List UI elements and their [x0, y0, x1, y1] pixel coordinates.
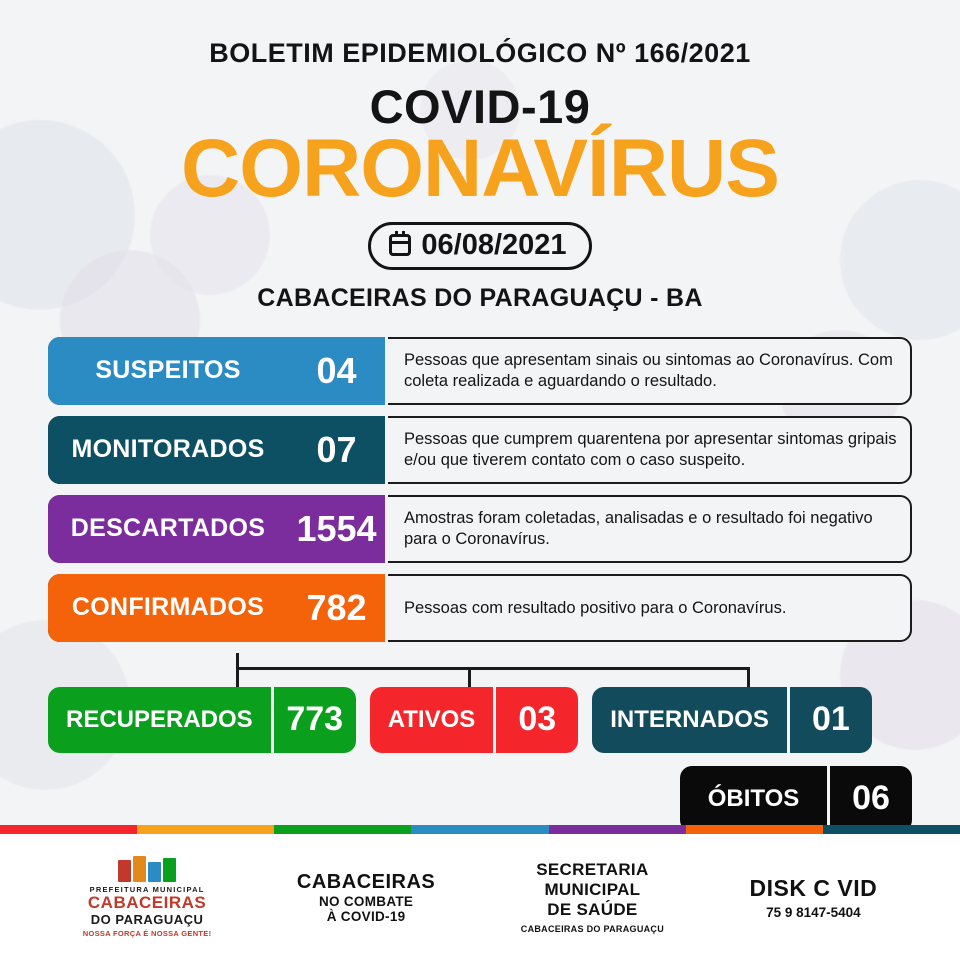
- campaign-logo: [297, 871, 435, 924]
- calendar-icon: [389, 234, 411, 256]
- city-label: CABACEIRAS DO PARAGUAÇU - BA: [257, 283, 703, 312]
- date-text: 06/08/2021: [421, 228, 567, 261]
- stat-label: INTERNADOS: [592, 687, 790, 753]
- covid-title: COVID-19: [369, 80, 591, 133]
- row-description: Pessoas que cumprem quarentena por apresentar sintomas gripais e/ou que tiverem contato com o caso suspeito.: [404, 430, 897, 469]
- stat-label: RECUPERADOS: [48, 687, 274, 753]
- row-label: CONFIRMADOS: [48, 574, 288, 642]
- stat-label: ATIVOS: [370, 687, 497, 753]
- row-label: MONITORADOS: [48, 416, 288, 484]
- campaign-line3: À COVID-19: [326, 908, 406, 924]
- secretaria-line3: DE SAÚDE: [547, 900, 638, 920]
- row-description: Pessoas que apresentam sinais ou sintomas ao Coronavírus. Com coleta realizada e aguardando o resultado.: [404, 351, 893, 390]
- poster-footer: [0, 834, 960, 960]
- disk-covid-title: DISK C VID: [749, 874, 878, 901]
- stats-rows: [48, 337, 912, 642]
- stat-value: 03: [496, 687, 578, 753]
- secondary-stats: [48, 687, 912, 753]
- row-description: Amostras foram coletadas, analisadas e o resultado foi negativo para o Coronavírus.: [404, 509, 873, 548]
- row-value: 07: [288, 416, 388, 484]
- prefeitura-tagline: NOSSA FORÇA É NOSSA GENTE!: [82, 928, 212, 938]
- stat-value: 773: [274, 687, 356, 753]
- stat-value: 01: [790, 687, 872, 753]
- deaths-row: [48, 766, 912, 832]
- prefeitura-line1: PREFEITURA MUNICIPAL: [89, 885, 205, 895]
- connector-leg: [468, 667, 471, 687]
- table-row: [48, 337, 912, 405]
- row-label: SUSPEITOS: [48, 337, 288, 405]
- table-row: [48, 495, 912, 563]
- disk-covid-phone: 75 9 8147-5404: [766, 904, 861, 920]
- connector-leg: [747, 667, 750, 687]
- row-value: 1554: [288, 495, 388, 563]
- connector-stem: [236, 653, 239, 667]
- connector-bar: [236, 667, 750, 670]
- row-label: DESCARTADOS: [48, 495, 288, 563]
- bulletin-title: BOLETIM EPIDEMIOLÓGICO Nº 166/2021: [209, 38, 751, 68]
- date-badge: [368, 222, 591, 270]
- stat-value: 06: [830, 766, 912, 832]
- connector-lines: [48, 653, 912, 687]
- color-stripes: [0, 825, 960, 834]
- secretaria-line4: CABACEIRAS DO PARAGUAÇU: [520, 924, 665, 935]
- secretaria-line1: SECRETARIA: [536, 859, 649, 879]
- row-value: 782: [288, 574, 388, 642]
- stat-internados: [592, 687, 872, 753]
- secretaria-block: [521, 860, 664, 934]
- stat-obitos: [680, 766, 912, 832]
- campaign-line2: NO COMBATE: [318, 893, 414, 909]
- secretaria-line2: MUNICIPAL: [544, 879, 641, 899]
- prefeitura-line3: DO PARAGUAÇU: [90, 911, 204, 927]
- coronavirus-title: CORONAVÍRUS: [181, 123, 779, 214]
- prefeitura-line2: CABACEIRAS: [87, 893, 207, 913]
- stat-ativos: [370, 687, 579, 753]
- poster-header: [0, 0, 960, 313]
- stat-recuperados: [48, 687, 356, 753]
- table-row: [48, 416, 912, 484]
- table-row: [48, 574, 912, 642]
- logo-bars-icon: [118, 856, 176, 882]
- campaign-line1: CABACEIRAS: [296, 870, 436, 893]
- prefeitura-logo: [83, 856, 212, 938]
- stat-label: ÓBITOS: [680, 766, 830, 832]
- disk-covid-block: [750, 875, 878, 920]
- connector-leg: [236, 667, 239, 687]
- row-value: 04: [288, 337, 388, 405]
- row-description: Pessoas com resultado positivo para o Coronavírus.: [404, 598, 787, 617]
